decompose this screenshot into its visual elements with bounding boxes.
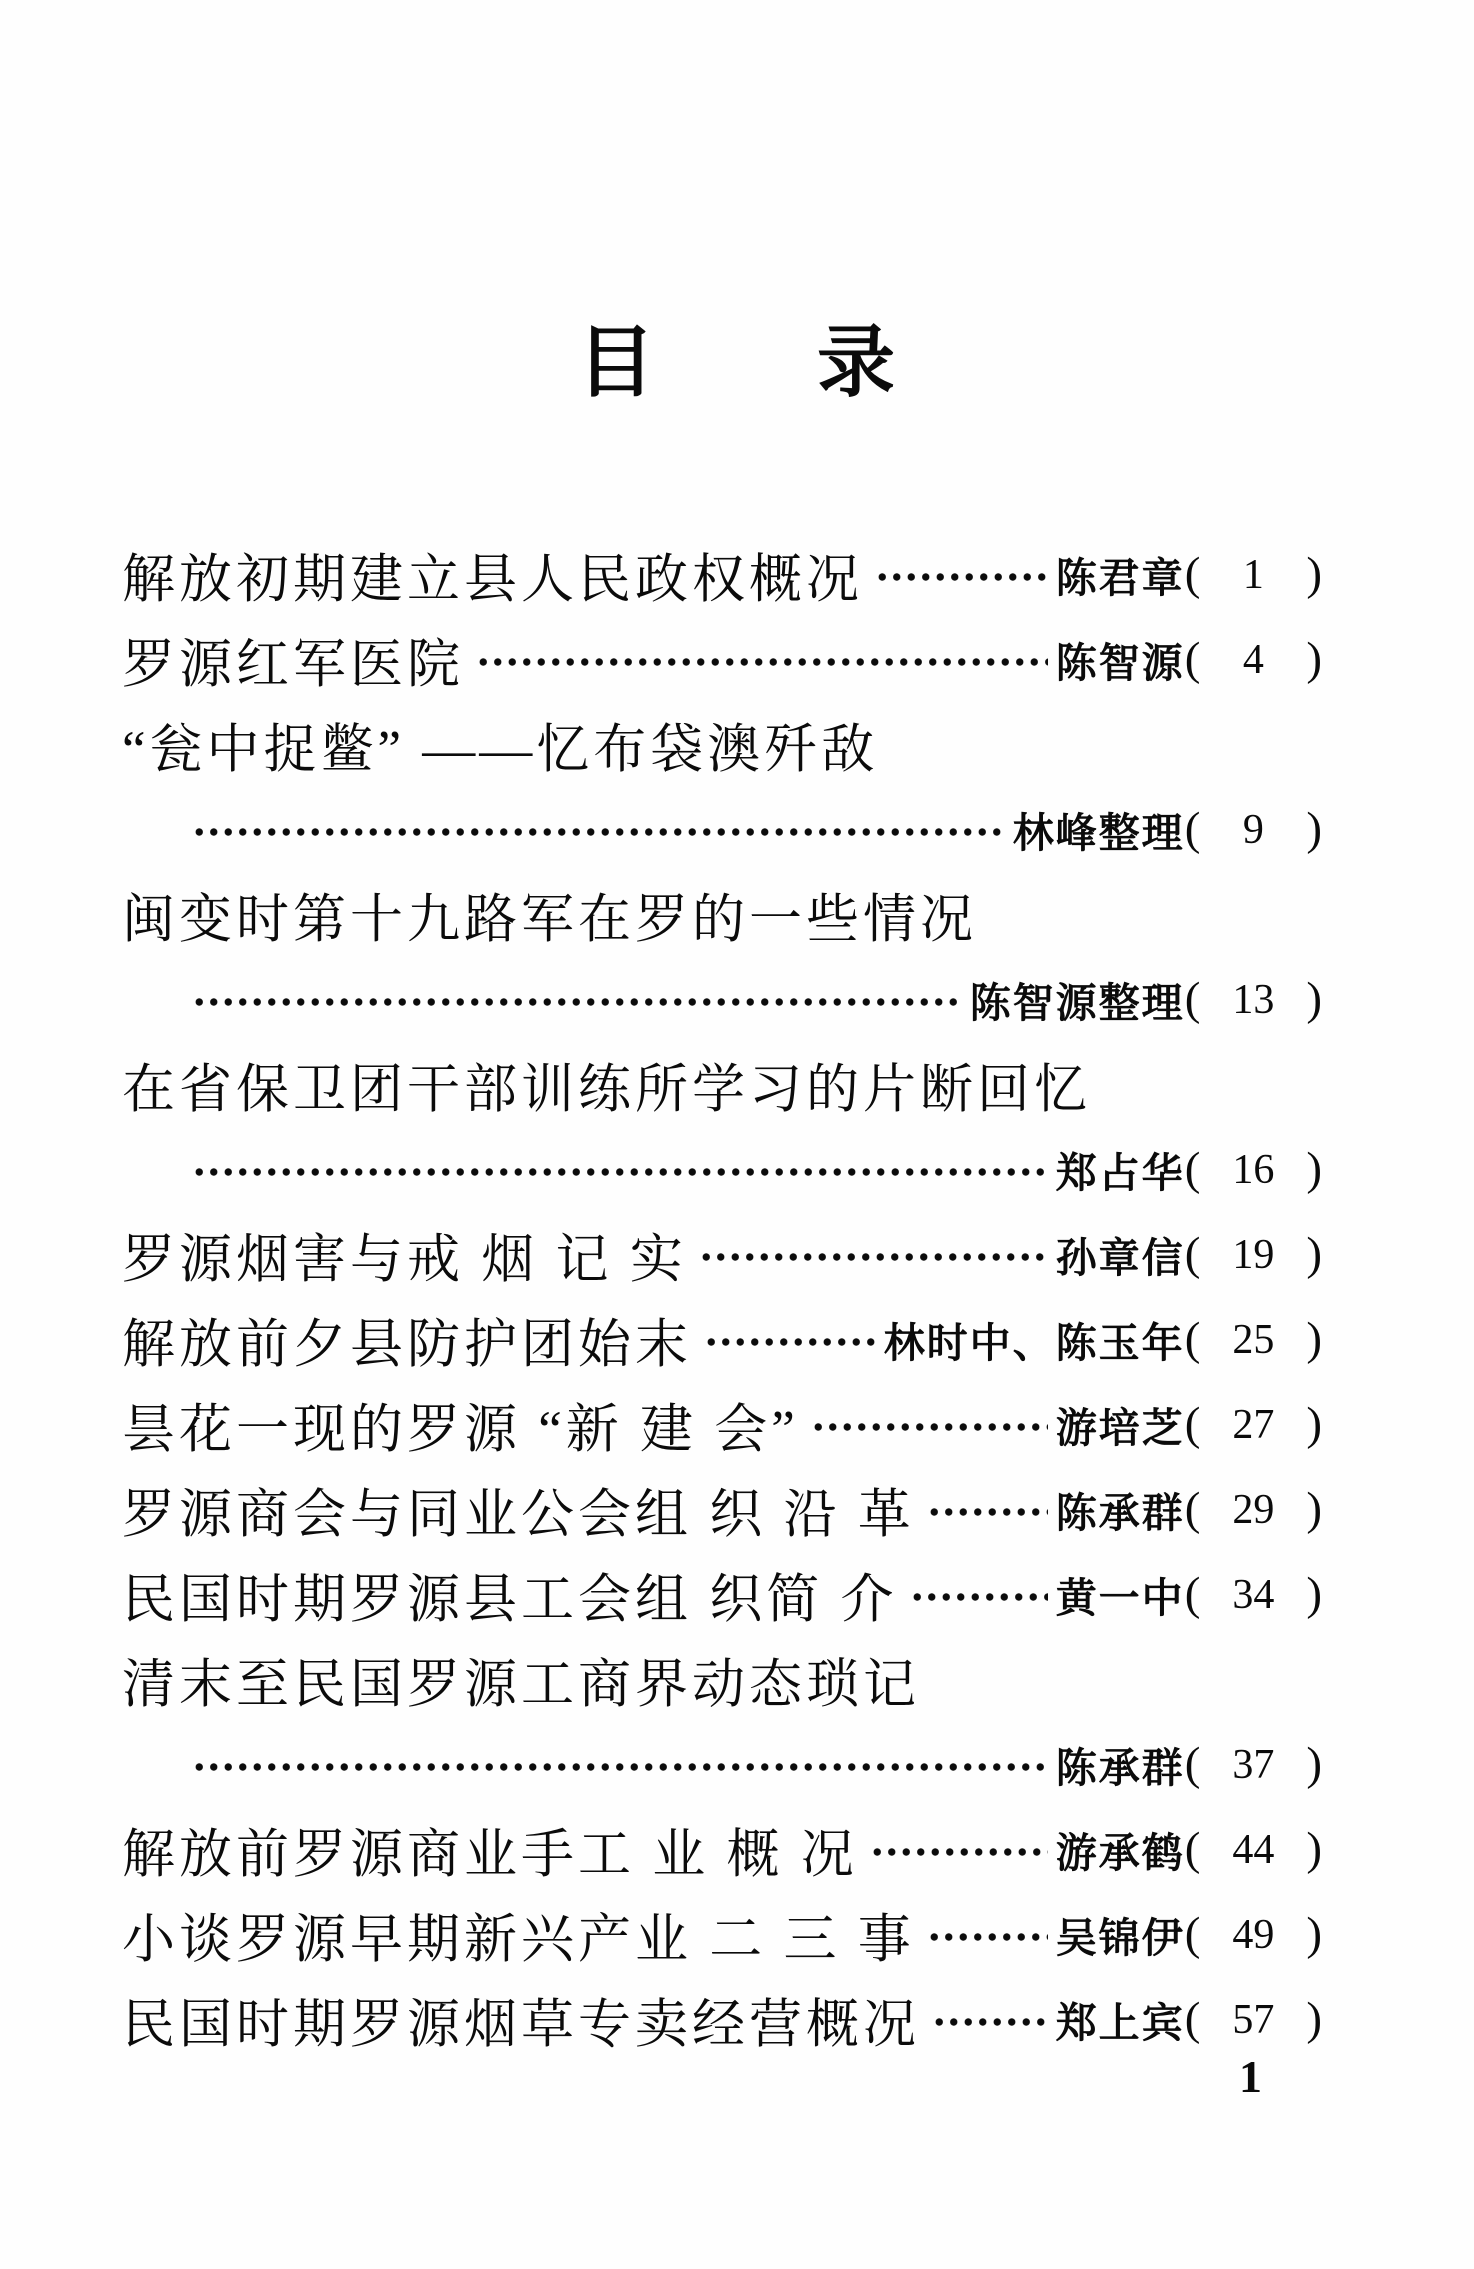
toc-entry-title: 闽变时第十九路军在罗的一些情况 bbox=[122, 890, 977, 949]
toc-entry-title: 清末至民国罗源工商界动态琐记 bbox=[122, 1655, 920, 1714]
toc-entry-page: 34 bbox=[1232, 1571, 1275, 1618]
toc-entry-line bbox=[122, 1042, 1322, 1127]
toc-entry-author: 郑上宾 bbox=[1055, 2000, 1185, 2046]
toc-entry bbox=[122, 1467, 1322, 1552]
paren-close: ) bbox=[1306, 1398, 1322, 1450]
toc-entry-title: 民国时期罗源县工会组 织简 介 bbox=[122, 1570, 898, 1629]
toc-entry-author: 游承鹤 bbox=[1055, 1830, 1185, 1876]
paren-open: ( bbox=[1184, 803, 1201, 855]
toc-entry-line bbox=[122, 1297, 1322, 1382]
paren-open: ( bbox=[1184, 548, 1201, 600]
toc-entry-title: “瓮中捉鳖” ——忆布袋澳歼敌 bbox=[122, 720, 879, 779]
toc-entry bbox=[122, 532, 1322, 617]
toc-entry bbox=[122, 1382, 1322, 1467]
toc-entry-author: 陈智源整理 bbox=[969, 980, 1185, 1026]
page-number: 1 bbox=[1239, 2051, 1262, 2102]
toc-entry-page: 13 bbox=[1232, 976, 1275, 1023]
toc-entry bbox=[122, 872, 1322, 1042]
toc-entry-page: 9 bbox=[1242, 806, 1264, 853]
paren-close: ) bbox=[1306, 633, 1322, 685]
toc-entry-page: 37 bbox=[1232, 1741, 1275, 1788]
page-title: 目 录 bbox=[576, 319, 897, 406]
toc-entry-author: 黄一中 bbox=[1055, 1575, 1185, 1621]
paren-open: ( bbox=[1184, 1908, 1201, 1960]
toc-entry-line bbox=[122, 872, 1322, 957]
toc-entry-author: 陈智源 bbox=[1055, 640, 1185, 686]
paren-open: ( bbox=[1184, 1993, 1201, 2045]
paren-close: ) bbox=[1306, 1993, 1322, 2045]
dot-leader bbox=[192, 1757, 1048, 1777]
toc-entry-page: 49 bbox=[1232, 1911, 1275, 1958]
toc-entry-line bbox=[122, 702, 1322, 787]
toc-entry-line bbox=[122, 1212, 1322, 1297]
toc-entry bbox=[122, 1552, 1322, 1637]
toc-entry-title: 罗源红军医院 bbox=[122, 635, 464, 694]
paren-open: ( bbox=[1184, 1568, 1201, 1620]
paren-close: ) bbox=[1306, 1823, 1322, 1875]
paren-open: ( bbox=[1184, 1398, 1201, 1450]
dot-leader bbox=[870, 1842, 1048, 1862]
dot-leader bbox=[699, 1247, 1048, 1267]
toc-entry bbox=[122, 1637, 1322, 1807]
toc-entry bbox=[122, 617, 1322, 702]
dot-leader bbox=[927, 1927, 1048, 1947]
toc-entry-line bbox=[122, 1807, 1322, 1892]
toc-entry-title: 小谈罗源早期新兴产业 二 三 事 bbox=[122, 1910, 915, 1969]
toc-entry-page: 19 bbox=[1232, 1231, 1275, 1278]
toc-entry-author: 林时中、陈玉年 bbox=[883, 1320, 1185, 1366]
dot-leader bbox=[932, 2012, 1048, 2032]
toc-entry-author: 吴锦伊 bbox=[1055, 1915, 1185, 1961]
toc-entry-page: 16 bbox=[1232, 1146, 1275, 1193]
toc-entry-line bbox=[122, 1552, 1322, 1637]
dot-leader bbox=[704, 1332, 876, 1352]
paren-open: ( bbox=[1184, 1823, 1201, 1875]
paren-open: ( bbox=[1184, 1228, 1201, 1280]
toc-entry-title: 在省保卫团干部训练所学习的片断回忆 bbox=[122, 1060, 1091, 1119]
paren-open: ( bbox=[1184, 1313, 1201, 1365]
toc-entry-line bbox=[122, 1637, 1322, 1722]
toc-entry-continuation bbox=[122, 1127, 1322, 1212]
toc-entry-continuation bbox=[122, 1722, 1322, 1807]
toc-entry-title: 解放前夕县防护团始末 bbox=[122, 1315, 692, 1374]
toc-entry bbox=[122, 1892, 1322, 1977]
dot-leader bbox=[192, 1162, 1048, 1182]
toc-entry-page: 4 bbox=[1242, 636, 1264, 683]
dot-leader bbox=[192, 992, 962, 1012]
paren-open: ( bbox=[1184, 973, 1201, 1025]
paren-open: ( bbox=[1184, 1738, 1201, 1790]
toc-entry-title: 民国时期罗源烟草专卖经营概况 bbox=[122, 1995, 920, 2054]
toc-entry-title: 解放初期建立县人民政权概况 bbox=[122, 550, 863, 609]
dot-leader bbox=[811, 1417, 1048, 1437]
paren-close: ) bbox=[1306, 973, 1322, 1025]
toc-entry-author: 郑占华 bbox=[1055, 1150, 1185, 1196]
toc-entry-page: 44 bbox=[1232, 1826, 1275, 1873]
paren-close: ) bbox=[1306, 1143, 1322, 1195]
paren-open: ( bbox=[1184, 1483, 1201, 1535]
dot-leader bbox=[910, 1587, 1048, 1607]
dot-leader bbox=[192, 822, 1005, 842]
toc-entry-continuation bbox=[122, 957, 1322, 1042]
toc-entry-page: 1 bbox=[1242, 551, 1264, 598]
toc-entry-author: 陈承群 bbox=[1055, 1490, 1185, 1536]
toc-entry-page: 27 bbox=[1232, 1401, 1275, 1448]
toc-entry-page: 29 bbox=[1232, 1486, 1275, 1533]
paren-close: ) bbox=[1306, 1228, 1322, 1280]
dot-leader bbox=[476, 652, 1048, 672]
toc-entry-page: 57 bbox=[1232, 1996, 1275, 2043]
toc-entry-author: 林峰整理 bbox=[1012, 810, 1185, 856]
toc-entry-author: 陈承群 bbox=[1055, 1745, 1185, 1791]
toc-entry-line bbox=[122, 532, 1322, 617]
paren-close: ) bbox=[1306, 1568, 1322, 1620]
dot-leader bbox=[875, 567, 1048, 587]
toc-entry-title: 昙花一现的罗源 “新 建 会” bbox=[122, 1400, 799, 1459]
toc-entry-page: 25 bbox=[1232, 1316, 1275, 1363]
toc-entry-title: 罗源烟害与戒 烟 记 实 bbox=[122, 1230, 687, 1289]
toc-entry bbox=[122, 1807, 1322, 1892]
toc-entry bbox=[122, 702, 1322, 872]
toc-entry-line bbox=[122, 1892, 1322, 1977]
dot-leader bbox=[927, 1502, 1048, 1522]
toc-entry bbox=[122, 1042, 1322, 1212]
toc-entry-line bbox=[122, 1382, 1322, 1467]
toc-entry-line bbox=[122, 1977, 1322, 2062]
toc-entry-author: 陈君章 bbox=[1055, 555, 1185, 601]
toc-entry bbox=[122, 1977, 1322, 2062]
paren-close: ) bbox=[1306, 1483, 1322, 1535]
toc-entry-author: 孙章信 bbox=[1055, 1235, 1185, 1281]
toc-entry bbox=[122, 1212, 1322, 1297]
toc-entry-line bbox=[122, 617, 1322, 702]
toc-entry bbox=[122, 1297, 1322, 1382]
paren-close: ) bbox=[1306, 803, 1322, 855]
toc-entry-title: 解放前罗源商业手工 业 概 况 bbox=[122, 1825, 858, 1884]
toc-entry-line bbox=[122, 1467, 1322, 1552]
paren-close: ) bbox=[1306, 1313, 1322, 1365]
toc-entry-title: 罗源商会与同业公会组 织 沿 革 bbox=[122, 1485, 915, 1544]
paren-close: ) bbox=[1306, 1738, 1322, 1790]
paren-close: ) bbox=[1306, 1908, 1322, 1960]
paren-open: ( bbox=[1184, 1143, 1201, 1195]
toc-entry-author: 游培芝 bbox=[1055, 1405, 1185, 1451]
paren-open: ( bbox=[1184, 633, 1201, 685]
toc-entry-continuation bbox=[122, 787, 1322, 872]
toc-list bbox=[122, 532, 1322, 2062]
paren-close: ) bbox=[1306, 548, 1322, 600]
